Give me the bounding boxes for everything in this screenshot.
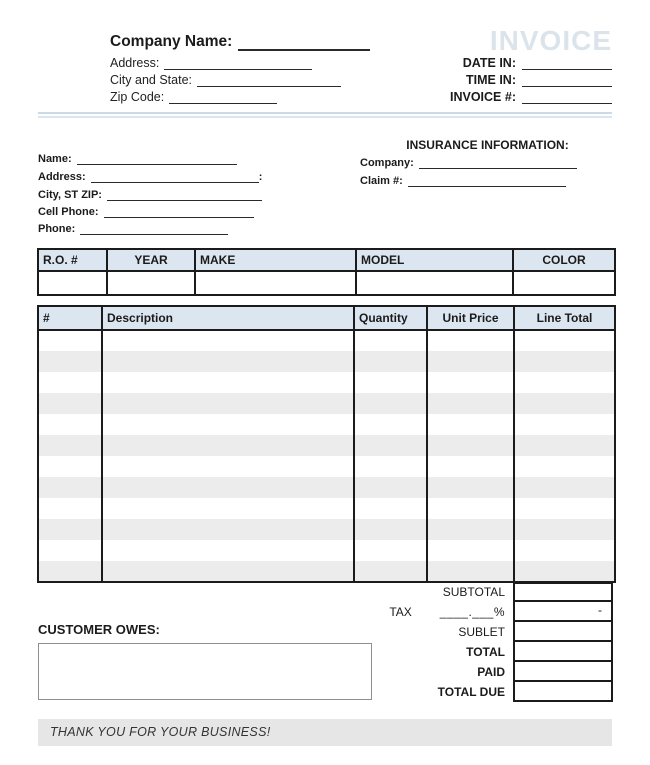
total-due-value-box[interactable] [513,682,613,702]
item-cell[interactable] [354,351,427,372]
tax-value-box[interactable]: - [513,602,613,622]
company-city-state-label: City and State: [110,73,192,87]
item-cell[interactable] [354,498,427,519]
item-row [38,540,615,561]
vehicle-model-cell[interactable] [356,271,513,295]
item-cell[interactable] [102,330,354,351]
vehicle-table [37,248,616,296]
invoice-number-label: INVOICE #: [450,90,516,104]
customer-name-row [38,151,237,165]
customer-city-field[interactable] [107,187,262,201]
company-address-field[interactable] [164,56,312,70]
item-row [38,414,615,435]
vehicle-make-cell[interactable] [195,271,356,295]
item-cell[interactable] [427,498,514,519]
item-cell[interactable] [38,519,102,540]
totals-section [350,582,613,702]
total-row [350,642,613,662]
item-cell[interactable] [354,477,427,498]
item-cell[interactable] [38,456,102,477]
customer-address-label: Address: [38,171,86,183]
insurance-section-title: INSURANCE INFORMATION: [406,138,569,152]
items-header-unit-price: Unit Price [427,306,514,330]
invoice-number-row [450,90,612,104]
item-row [38,498,615,519]
item-cell[interactable] [514,372,615,393]
item-cell[interactable] [354,435,427,456]
items-header-quantity: Quantity [354,306,427,330]
vehicle-header-row [38,249,615,271]
vehicle-header-year: YEAR [107,249,195,271]
item-cell[interactable] [102,393,354,414]
footer-message: THANK YOU FOR YOUR BUSINESS! [38,719,612,746]
item-cell[interactable] [514,393,615,414]
customer-name-label: Name: [38,153,72,165]
item-cell[interactable] [102,351,354,372]
item-cell[interactable] [102,561,354,582]
item-cell[interactable] [38,351,102,372]
items-header-row [38,306,615,330]
item-cell[interactable] [514,414,615,435]
date-in-label: DATE IN: [462,56,516,70]
item-cell[interactable] [427,540,514,561]
item-cell[interactable] [354,414,427,435]
sublet-row [350,622,613,642]
time-in-field[interactable] [522,73,612,87]
item-row [38,372,615,393]
item-cell[interactable] [514,561,615,582]
item-cell[interactable] [427,435,514,456]
item-cell[interactable] [102,435,354,456]
insurance-company-row [360,155,577,169]
item-cell[interactable] [354,456,427,477]
item-cell[interactable] [38,561,102,582]
item-cell[interactable] [427,414,514,435]
items-header-line-total: Line Total [514,306,615,330]
item-cell[interactable] [514,519,615,540]
vehicle-header-model: MODEL [356,249,513,271]
item-cell[interactable] [427,561,514,582]
item-row [38,519,615,540]
tax-row [350,602,613,622]
paid-row [350,662,613,682]
item-cell[interactable] [102,456,354,477]
customer-address-row [38,169,262,183]
company-city-state-row [110,73,341,87]
date-in-field[interactable] [522,56,612,70]
item-cell[interactable] [427,456,514,477]
subtotal-value-box[interactable] [513,582,613,602]
item-cell[interactable] [38,372,102,393]
customer-owes-label: CUSTOMER OWES: [38,622,160,637]
item-cell[interactable] [354,393,427,414]
item-cell[interactable] [38,435,102,456]
line-items-table [37,305,616,583]
total-due-label: TOTAL DUE [437,685,505,699]
company-name-field[interactable] [238,35,370,51]
customer-cell-phone-label: Cell Phone: [38,206,99,218]
item-cell[interactable] [102,372,354,393]
item-row [38,561,615,582]
customer-cell-phone-field[interactable] [104,204,254,218]
item-cell[interactable] [102,540,354,561]
vehicle-header-color: COLOR [513,249,615,271]
customer-address-suffix: : [258,171,263,183]
customer-cell-phone-row [38,204,254,218]
item-cell[interactable] [102,498,354,519]
insurance-company-label: Company: [360,157,414,169]
item-cell[interactable] [514,351,615,372]
item-cell[interactable] [514,477,615,498]
subtotal-label: SUBTOTAL [442,585,505,599]
tax-label [350,602,513,622]
invoice-title: INVOICE [489,25,612,56]
item-cell[interactable] [354,519,427,540]
item-cell[interactable] [102,519,354,540]
items-header-number: # [38,306,102,330]
item-cell[interactable] [427,519,514,540]
customer-city-row [38,187,262,201]
insurance-claim-label: Claim #: [360,175,403,187]
company-zip-row [110,90,277,104]
tax-label-text: TAX [389,605,412,619]
sublet-value-box[interactable] [513,622,613,642]
company-name-label: Company Name: [110,33,233,50]
vehicle-header-make: MAKE [195,249,356,271]
vehicle-data-row [38,271,615,295]
item-cell[interactable] [354,330,427,351]
tax-percent-field[interactable]: ____.___% [439,605,505,619]
company-zip-field[interactable] [169,90,277,104]
item-cell[interactable] [427,477,514,498]
time-in-label: TIME IN: [466,73,516,87]
customer-phone-row [38,221,228,235]
insurance-company-field[interactable] [419,155,577,169]
item-cell[interactable] [514,498,615,519]
item-cell[interactable] [38,393,102,414]
customer-owes-box[interactable] [38,643,372,700]
vehicle-ro-cell[interactable] [38,271,107,295]
customer-name-field[interactable] [77,151,237,165]
item-cell[interactable] [354,561,427,582]
insurance-claim-row [360,173,566,187]
customer-address-field[interactable] [91,169,259,183]
item-row [38,477,615,498]
item-cell[interactable] [514,456,615,477]
item-row [38,351,615,372]
insurance-claim-field[interactable] [408,173,566,187]
item-cell[interactable] [38,330,102,351]
item-row [38,330,615,351]
item-cell[interactable] [427,351,514,372]
vehicle-year-cell[interactable] [107,271,195,295]
item-row [38,456,615,477]
customer-city-label: City, ST ZIP: [38,189,102,201]
item-cell[interactable] [427,330,514,351]
item-cell[interactable] [514,330,615,351]
company-city-state-field[interactable] [197,73,341,87]
total-value-box[interactable] [513,642,613,662]
invoice-number-field[interactable] [522,90,612,104]
item-cell[interactable] [38,477,102,498]
sublet-label: SUBLET [458,625,505,639]
total-due-row [350,682,613,702]
item-cell[interactable] [102,477,354,498]
item-row [38,393,615,414]
item-cell[interactable] [102,414,354,435]
company-address-label: Address: [110,56,160,70]
customer-phone-field[interactable] [80,221,228,235]
item-row [38,435,615,456]
company-address-row [110,56,312,70]
date-in-row [463,56,612,70]
items-header-description: Description [102,306,354,330]
item-cell[interactable] [354,372,427,393]
company-name-row [110,33,370,51]
item-cell[interactable] [38,414,102,435]
item-cell[interactable] [427,372,514,393]
time-in-row [466,73,612,87]
item-cell[interactable] [38,540,102,561]
company-zip-label: Zip Code: [110,90,165,104]
vehicle-color-cell[interactable] [513,271,615,295]
vehicle-header-ro: R.O. # [38,249,107,271]
header-divider [38,112,612,118]
paid-label: PAID [477,665,505,679]
total-label: TOTAL [466,645,505,659]
subtotal-row [350,582,613,602]
item-cell[interactable] [514,435,615,456]
paid-value-box[interactable] [513,662,613,682]
item-cell[interactable] [38,498,102,519]
item-cell[interactable] [354,540,427,561]
item-cell[interactable] [427,393,514,414]
item-cell[interactable] [514,540,615,561]
customer-phone-label: Phone: [38,223,76,235]
